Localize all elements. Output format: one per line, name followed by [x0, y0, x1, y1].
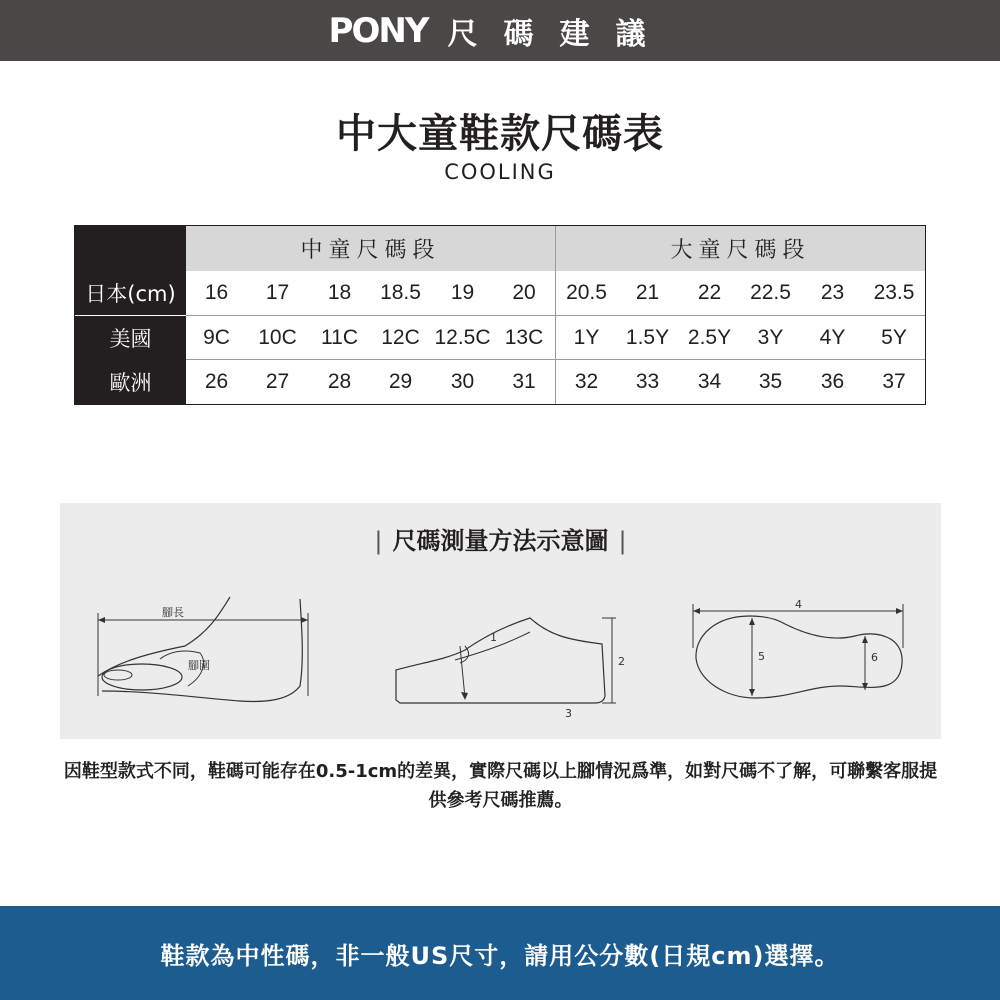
table-cell: 23: [820, 281, 845, 304]
table-cell: 21: [635, 281, 660, 304]
measurement-diagram-panel: [60, 503, 941, 739]
table-cell: 9C: [203, 326, 230, 349]
table-cell: 34: [697, 370, 722, 393]
table-cell: 11C: [321, 326, 358, 349]
title-divider-left: |: [374, 527, 383, 555]
table-cell: 19: [450, 281, 475, 304]
diagram-title-text: 尺碼測量方法示意圖: [392, 527, 609, 555]
table-cell: 22: [697, 281, 722, 304]
row-label-europe: 歐洲: [75, 360, 186, 404]
diagram-title: [60, 521, 941, 556]
table-cell: 10C: [258, 326, 297, 349]
table-cell: 3Y: [757, 326, 784, 349]
table-cell: 26: [204, 370, 229, 393]
foot-girth-label: 腳圍: [188, 659, 210, 672]
table-cell: 23.5: [873, 281, 915, 304]
sole-label-5: 5: [758, 650, 765, 663]
shoe-measurement-figure: [390, 608, 625, 720]
table-cell: 16: [204, 281, 229, 304]
group-header-mid: 中童尺碼段: [186, 226, 555, 271]
table-cell: 36: [820, 370, 845, 393]
page-subtitle: COOLING: [444, 160, 556, 184]
foot-length-label: 腳長: [162, 606, 184, 619]
table-cell: 32: [574, 370, 599, 393]
table-cell: 12.5C: [434, 326, 491, 349]
sole-label-6: 6: [871, 651, 878, 664]
row-label-japan: 日本(cm): [75, 271, 186, 315]
footer-banner: [0, 906, 1000, 1000]
table-cell: 30: [450, 370, 475, 393]
page-title: 中大童鞋款尺碼表: [336, 111, 664, 157]
shoe-label-3: 3: [565, 707, 572, 720]
table-cell: 12C: [381, 326, 420, 349]
table-cell: 20.5: [566, 281, 607, 304]
table-cell: 37: [882, 370, 906, 393]
banner-title: 尺碼建議: [447, 16, 672, 52]
table-cell: 20: [512, 281, 536, 304]
table-cell: 13C: [504, 326, 544, 349]
footer-text: 鞋款為中性碼，非一般US尺寸，請用公分數(日規cm)選擇。: [160, 941, 840, 970]
table-cell: 17: [265, 281, 290, 304]
table-cell: 22.5: [750, 281, 791, 304]
table-cell: 29: [388, 370, 413, 393]
table-group-divider: [555, 226, 556, 404]
table-cell: 28: [327, 370, 352, 393]
group-header-big: 大童尺碼段: [556, 226, 925, 271]
size-note: 因鞋型款式不同，鞋碼可能存在0.5-1cm的差異，實際尺碼以上腳情況爲準，如對尺碼不了解，可聯繫客服提供參考尺碼推薦。: [63, 761, 938, 811]
table-cell: 18: [327, 281, 352, 304]
foot-measurement-figure: [90, 591, 320, 716]
brand-logo: PONY: [328, 10, 428, 51]
size-table: [74, 225, 926, 405]
shoe-label-1: 1: [490, 631, 497, 644]
table-cell: 31: [512, 370, 536, 393]
sole-label-4: 4: [795, 598, 802, 611]
table-cell: 4Y: [819, 326, 846, 349]
row-label-us: 美國: [75, 316, 186, 360]
title-divider-right: |: [618, 527, 627, 555]
table-cell: 1.5Y: [625, 326, 670, 349]
table-cell: 2.5Y: [687, 326, 732, 349]
table-corner: [75, 226, 186, 271]
table-cell: 35: [758, 370, 783, 393]
table-cell: 1Y: [573, 326, 600, 349]
table-cell: 18.5: [380, 281, 421, 304]
sole-measurement-figure: [690, 598, 910, 708]
top-banner: [0, 0, 1000, 61]
table-cell: 33: [635, 370, 660, 393]
table-cell: 5Y: [881, 326, 907, 349]
shoe-label-2: 2: [618, 655, 625, 668]
table-cell: 27: [265, 370, 290, 393]
